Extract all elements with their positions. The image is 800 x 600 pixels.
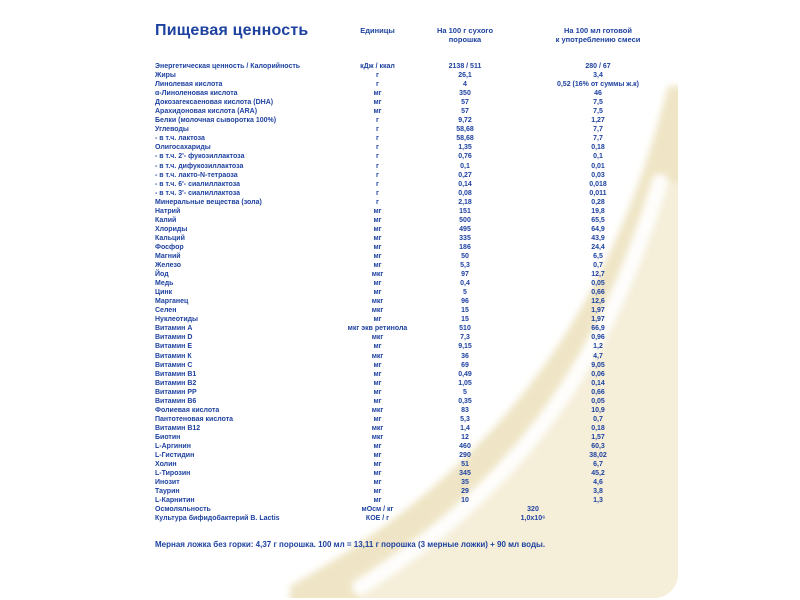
row-label: - в т.ч. лакто-N-тетраоза [155,171,238,179]
table-row [155,370,660,379]
row-unit: г [376,72,379,80]
row-label: Хлориды [155,225,188,233]
row-value-per-100ml: 1,3 [593,497,603,505]
row-label: Фолиевая кислота [155,406,220,414]
row-label: Инозит [155,479,180,487]
table-row [155,297,660,306]
column-header-per-100ml: На 100 мл готовой к употреблению смеси [555,26,641,44]
row-value-per-100g: 0,08 [458,189,472,197]
table-row [155,379,660,388]
row-label: Арахидоновая кислота (ARA) [155,108,258,116]
row-unit: мкг [371,334,384,342]
row-label: Витамин РР [155,388,197,396]
row-label: Витамин В1 [155,370,197,378]
row-value-per-100g: 1,4 [460,424,470,432]
row-unit: мОсм / кг [361,506,394,514]
table-row [155,162,660,171]
table-row [155,252,660,261]
row-unit: КОЕ / г [365,515,390,523]
row-value-per-100g: 58,68 [456,135,474,143]
row-label: α-Линоленовая кислота [155,90,238,98]
row-value-centered: 1,0x10⁶ [520,515,546,523]
row-value-per-100g: 0,1 [460,162,470,170]
row-value-per-100g: 26,1 [458,72,472,80]
row-value-per-100g: 10 [461,497,469,505]
row-value-per-100ml: 0,14 [591,379,605,387]
row-unit: г [376,135,379,143]
row-unit: мг [373,207,382,215]
table-row [155,487,660,496]
row-value-per-100g: 1,35 [458,144,472,152]
row-label: Витамин Е [155,343,193,351]
row-value-per-100g: 510 [459,325,471,333]
row-unit: мкг [371,271,384,279]
row-value-per-100g: 7,3 [460,334,470,342]
table-row [155,469,660,478]
row-value-per-100ml: 0,96 [591,334,605,342]
row-value-per-100g: 460 [459,442,471,450]
row-value-per-100g: 495 [459,225,471,233]
row-label: Осмоляльность [155,506,211,514]
row-unit: мг [373,262,382,270]
row-value-per-100ml: 43,9 [591,234,605,242]
row-label: Витамин В6 [155,397,197,405]
row-value-per-100ml: 0,06 [591,370,605,378]
row-value-per-100g: 15 [461,307,469,315]
row-label: Витамин К [155,352,192,360]
table-row [155,125,660,134]
row-unit: мг [373,234,382,242]
table-row [155,442,660,451]
table-row [155,243,660,252]
row-unit: мг [373,415,382,423]
row-value-per-100g: 5 [463,388,467,396]
table-row [155,324,660,333]
row-value-per-100ml: 7,5 [593,99,603,107]
row-label: - в т.ч. дифукозиллактоза [155,162,244,170]
table-row [155,306,660,315]
row-label: - в т.ч. 6'- сиалиллактоза [155,180,240,188]
row-label: Витамин В2 [155,379,197,387]
row-value-per-100ml: 1,97 [591,316,605,324]
row-value-per-100ml: 1,2 [593,343,603,351]
row-unit: мкг [371,406,384,414]
row-value-per-100g: 5,3 [460,415,470,423]
row-label: Фосфор [155,243,184,251]
row-label: Жиры [155,72,176,80]
row-label: Докозагексаеновая кислота (DHA) [155,99,274,107]
row-value-per-100g: 69 [461,361,469,369]
row-value-per-100ml: 0,7 [593,262,603,270]
row-value-per-100ml: 0,66 [591,388,605,396]
table-row [155,415,660,424]
table-row [155,406,660,415]
table-row [155,80,660,89]
row-value-per-100ml: 6,7 [593,461,603,469]
row-label: L-Тирозин [155,470,191,478]
row-value-per-100g: 290 [459,452,471,460]
table-row [155,62,660,71]
table-row [155,216,660,225]
row-label: L-Гистидин [155,452,195,460]
row-unit: мг [373,252,382,260]
row-unit: мкг [371,307,384,315]
table-row [155,352,660,361]
row-unit: мг [373,497,382,505]
table-row [155,388,660,397]
table-row [155,98,660,107]
row-label: Нуклеотиды [155,316,199,324]
row-unit: мг [373,461,382,469]
table-row [155,279,660,288]
row-value-per-100g: 96 [461,298,469,306]
column-header-units-text: Единицы [360,26,395,35]
row-unit: мг [373,397,382,405]
row-value-per-100g: 2,18 [458,198,472,206]
row-unit: мг [373,370,382,378]
row-unit: мкг [371,433,384,441]
row-value-per-100g: 335 [459,234,471,242]
row-value-per-100ml: 4,7 [593,352,603,360]
row-value-per-100ml: 0,66 [591,289,605,297]
row-value-per-100ml: 0,18 [591,424,605,432]
row-unit: мг [373,216,382,224]
row-unit: мкг [371,298,384,306]
row-value-per-100ml: 3,4 [593,72,603,80]
row-unit: мг [373,99,382,107]
page-title: Пищевая ценность [155,22,309,39]
column-header-per-100g: На 100 г сухого порошка [436,26,494,44]
table-row [155,189,660,198]
row-unit: г [376,153,379,161]
row-value-per-100ml: 4,6 [593,479,603,487]
row-unit: г [376,162,379,170]
table-row [155,207,660,216]
row-label: Витамин А [155,325,193,333]
table-row [155,261,660,270]
row-value-per-100g: 0,27 [458,171,472,179]
row-label: Йод [155,271,169,279]
row-label: Железо [155,262,182,270]
row-value-per-100g: 29 [461,488,469,496]
row-label: Витамин D [155,334,193,342]
table-row [155,451,660,460]
row-label: Медь [155,280,174,288]
row-label: Энергетическая ценность / Калорийность [155,63,301,70]
row-value-per-100ml: 0,1 [593,153,603,161]
table-row [155,134,660,143]
row-value-per-100ml: 0,18 [591,144,605,152]
row-unit: мкг экв ретинола [347,325,408,333]
table-row [155,89,660,98]
table-row [155,116,660,125]
table-row [155,152,660,161]
row-value-per-100g: 15 [461,316,469,324]
row-value-per-100g: 350 [459,90,471,98]
row-label: Селен [155,307,177,315]
row-value-per-100g: 4 [463,81,467,89]
row-value-per-100g: 0,14 [458,180,472,188]
table-row [155,361,660,370]
row-unit: мг [373,289,382,297]
row-label: Культура бифидобактерий B. Lactis [155,515,280,523]
table-row [155,225,660,234]
row-label: Калий [155,216,177,224]
row-value-per-100ml: 1,27 [591,117,605,125]
row-unit: мг [373,452,382,460]
row-unit: мг [373,470,382,478]
row-value-per-100g: 35 [461,479,469,487]
row-value-per-100ml: 0,03 [591,171,605,179]
row-value-per-100g: 9,15 [458,343,472,351]
table-row [155,315,660,324]
row-value-per-100ml: 0,011 [589,189,607,197]
row-label: Углеводы [155,126,189,134]
row-value-per-100g: 500 [459,216,471,224]
row-value-per-100g: 12 [461,433,469,441]
row-value-per-100g: 151 [459,207,471,215]
row-label: Минеральные вещества (зола) [155,198,262,206]
table-row [155,496,660,505]
row-label: Кальций [155,234,185,242]
row-value-per-100ml: 0,7 [593,415,603,423]
row-value-per-100ml: 46 [594,90,602,98]
nutrition-table [155,62,660,523]
table-row [155,288,660,297]
row-unit: г [376,126,379,134]
row-value-per-100ml: 1,97 [591,307,605,315]
row-label: Витамин В12 [155,424,201,432]
table-row [155,433,660,442]
row-label: Цинк [155,289,173,297]
row-value-per-100g: 9,72 [458,117,472,125]
scoop-instruction-note: Мерная ложка без горки: 4,37 г порошка. 100 мл = 13,11 г порошка (3 мерные ложки) + 90 мл воды. [155,540,546,549]
table-row [155,171,660,180]
table-row [155,234,660,243]
row-value-per-100ml: 24,4 [591,243,605,251]
row-unit: кДж / ккал [360,63,395,70]
table-row [155,71,660,80]
row-value-per-100ml: 65,5 [591,216,605,224]
table-row [155,397,660,406]
table-row [155,514,660,523]
row-label: Холин [155,461,177,469]
row-unit: мг [373,479,382,487]
row-value-per-100ml: 3,8 [593,488,603,496]
row-unit: мг [373,243,382,251]
table-row [155,143,660,152]
table-row [155,270,660,279]
row-value-per-100ml: 7,7 [593,135,603,143]
row-value-per-100ml: 0,52 (16% от суммы ж.к) [556,81,640,89]
row-value-per-100g: 83 [461,406,469,414]
row-value-per-100ml: 7,5 [593,108,603,116]
row-label: Белки (молочная сыворотка 100%) [155,117,277,125]
row-label: Биотин [155,433,181,441]
row-label: Натрий [155,207,181,215]
row-label: Пантотеновая кислота [155,415,234,423]
row-value-per-100g: 2138 / 511 [448,63,482,70]
row-value-per-100ml: 66,9 [591,325,605,333]
row-value-per-100g: 97 [461,271,469,279]
row-label: Марганец [155,298,189,306]
row-value-per-100g: 0,35 [458,397,472,405]
row-unit: мг [373,280,382,288]
table-row [155,333,660,342]
row-unit: мг [373,343,382,351]
row-unit: мг [373,442,382,450]
row-label: Линолевая кислота [155,81,223,89]
row-value-per-100g: 345 [459,470,471,478]
table-row [155,180,660,189]
row-unit: мг [373,108,382,116]
row-label: - в т.ч. 2'- фукозиллактоза [155,153,245,161]
row-value-per-100g: 186 [459,243,471,251]
row-label: L-Аргинин [155,442,191,450]
table-row [155,460,660,469]
table-row [155,342,660,351]
row-unit: г [376,198,379,206]
table-row [155,424,660,433]
row-value-per-100g: 5 [463,289,467,297]
row-unit: мг [373,488,382,496]
row-unit: мг [373,379,382,387]
row-value-per-100ml: 9,05 [591,361,605,369]
row-unit: г [376,180,379,188]
row-value-per-100ml: 19,8 [591,207,605,215]
row-label: Олигосахариды [155,144,211,152]
row-value-per-100ml: 280 / 67 [585,63,611,70]
row-unit: г [376,117,379,125]
row-unit: г [376,81,379,89]
row-label: Витамин С [155,361,193,369]
row-unit: мг [373,361,382,369]
table-row [155,107,660,116]
row-label: Таурин [155,488,180,496]
row-value-per-100g: 51 [461,461,469,469]
row-value-per-100ml: 60,3 [591,442,605,450]
row-value-per-100g: 1,05 [458,379,472,387]
row-value-per-100ml: 0,05 [591,397,605,405]
row-value-per-100g: 0,76 [458,153,472,161]
row-value-per-100ml: 0,018 [589,180,607,188]
row-value-per-100ml: 0,01 [591,162,605,170]
row-unit: г [376,189,379,197]
row-unit: г [376,171,379,179]
row-value-per-100ml: 0,28 [591,198,605,206]
row-value-per-100ml: 12,6 [591,298,605,306]
row-unit: мг [373,225,382,233]
row-unit: мкг [371,352,384,360]
row-value-per-100g: 58,68 [456,126,474,134]
row-value-per-100ml: 6,5 [593,252,603,260]
row-value-per-100g: 57 [461,99,469,107]
table-row [155,478,660,487]
row-value-per-100ml: 1,57 [591,433,605,441]
row-unit: г [376,144,379,152]
row-value-per-100ml: 0,05 [591,280,605,288]
row-value-per-100g: 0,49 [458,370,472,378]
row-unit: мг [373,90,382,98]
row-value-centered: 320 [527,506,539,514]
row-label: L-Карнитин [155,497,195,505]
row-label: Магний [155,252,181,260]
row-value-per-100g: 5,3 [460,262,470,270]
row-value-per-100g: 0,4 [460,280,470,288]
row-unit: мг [373,388,382,396]
row-value-per-100g: 57 [461,108,469,116]
table-row [155,198,660,207]
row-value-per-100ml: 7,7 [593,126,603,134]
row-value-per-100ml: 10,9 [591,406,605,414]
table-row [155,505,660,514]
row-unit: мг [373,316,382,324]
row-label: - в т.ч. 3'- сиалиллактоза [155,189,240,197]
row-value-per-100g: 36 [461,352,469,360]
row-value-per-100ml: 45,2 [591,470,605,478]
row-value-per-100ml: 38,02 [589,452,607,460]
row-value-per-100ml: 12,7 [591,271,605,279]
row-value-per-100ml: 64,9 [591,225,605,233]
row-label: - в т.ч. лактоза [155,135,205,143]
row-value-per-100g: 50 [461,252,469,260]
row-unit: мкг [371,424,384,432]
